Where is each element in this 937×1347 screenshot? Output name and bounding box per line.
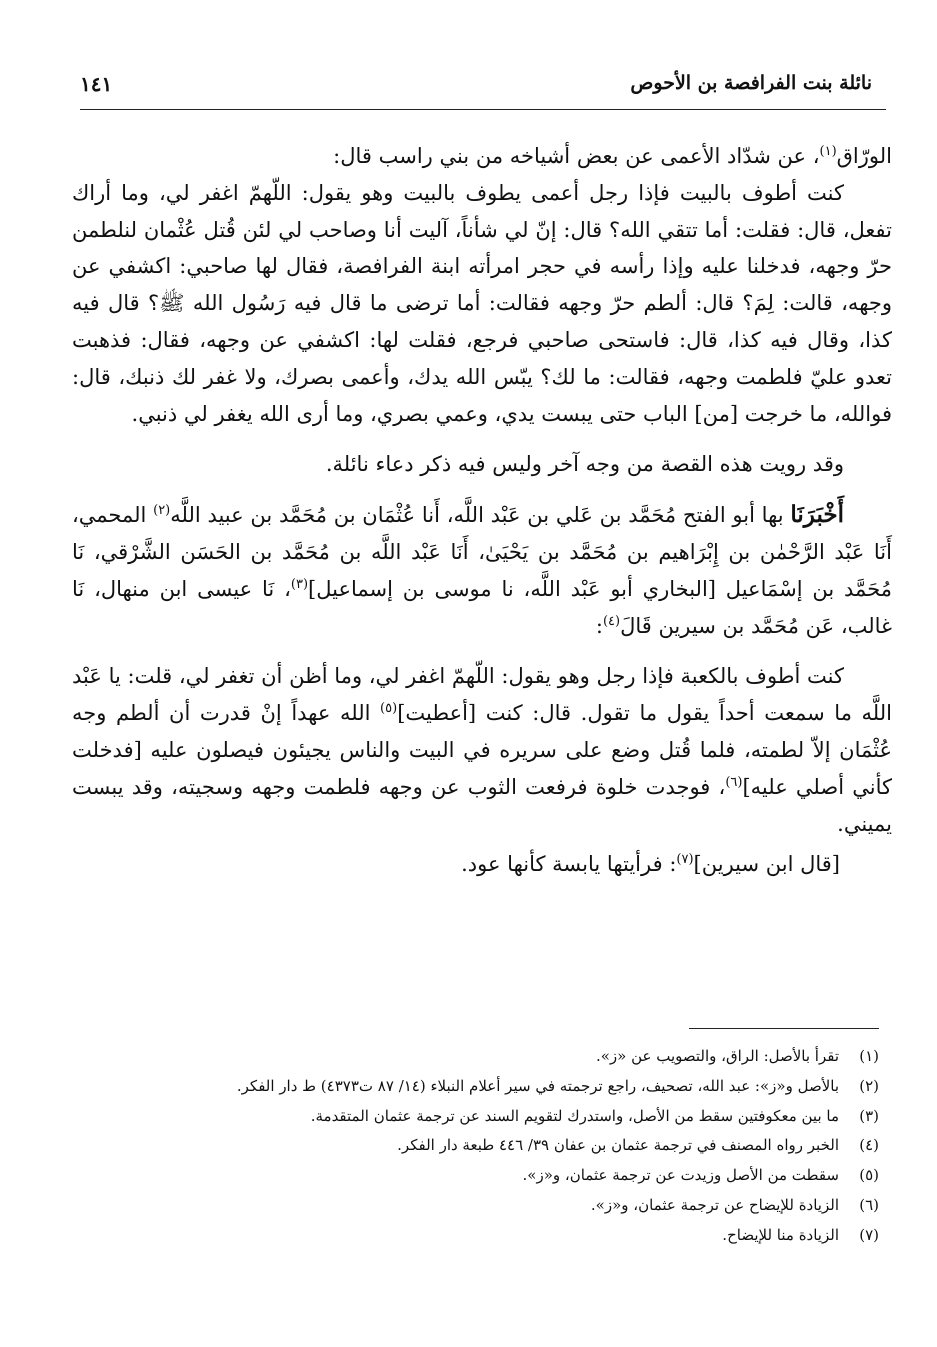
p4-text-b: المحمي، أَنَا عَبْد الرَّحْمٰن بن إِبْرَاهيم بن مُحَمَّد بن يَحْيَىٰ، أَنَا عَبْد اللَّه بن مُحَمَّد بن الحَسَن الشَّرْقي، نَا مُحَمَّد بن إسْمَاعيل [البخاري أبو عَبْد اللَّه، نا موسى بن إسماعيل] — [72, 503, 893, 601]
header-divider — [80, 109, 886, 110]
footnote-text: الخبر رواه المصنف في ترجمة عثمان بن عفان ٣٩/ ٤٤٦ طبعة دار الفكر. — [397, 1136, 839, 1155]
footnote-item — [89, 1161, 879, 1191]
footnote-text: تقرأ بالأصل: الراق، والتصويب عن «ز». — [595, 1047, 839, 1065]
running-title: نائلة بنت الفرافصة بن الأحوص — [630, 72, 872, 94]
page-number: ١٤١ — [80, 72, 113, 96]
footnote-ref-2[interactable]: (٢) — [153, 503, 171, 519]
paragraph-6 — [72, 846, 892, 883]
p5-text-a: كنت أطوف بالكعبة فإذا رجل وهو يقول: اللّهمّ اغفر لي، وما أظن أن تغفر لي، قلت: يا عَبْد اللَّه ما سمعت أحداً يقول ما تقول. قال: كنت [أعطيت] — [72, 664, 892, 726]
footnote-number: (١) — [859, 1047, 879, 1065]
footnote-item — [89, 1072, 879, 1102]
footnote-item — [89, 1221, 879, 1251]
footnote-number: (٢) — [859, 1076, 879, 1095]
p1-text-a: الورّاق — [836, 144, 892, 168]
footnote-number: (٥) — [859, 1166, 879, 1185]
paragraph-1 — [72, 138, 892, 175]
footnote-ref-1[interactable]: (١) — [819, 144, 837, 159]
footnote-text: الزيادة للإيضاح عن ترجمة عثمان، و«ز». — [590, 1195, 839, 1214]
footnote-text: ما بين معكوفتين سقط من الأصل، واستدرك لتقويم السند عن ترجمة عثمان المتقدمة. — [310, 1106, 839, 1125]
p1-text-b: ، عن شدّاد الأعمى عن بعض أشياخه من بني راسب قال: — [333, 144, 820, 168]
page-header — [80, 68, 880, 108]
paragraph-5 — [72, 658, 892, 842]
p6-text-b: : فرأيتها يابسة كأنها عود. — [461, 852, 677, 877]
footnote-item — [89, 1131, 879, 1161]
akhbarana-lead: أَخْبَرَنَا — [790, 501, 845, 529]
p4-text-c: ، نَا عيسى ابن منهال، نَا غالب، عَن مُحَمَّد بن سيرين قَالَ — [72, 576, 892, 638]
footnote-ref-6[interactable]: (٦) — [725, 774, 743, 790]
footnote-text: سقطت من الأصل وزيدت عن ترجمة عثمان، و«ز». — [522, 1166, 839, 1185]
paragraph-3: وقد رويت هذه القصة من وجه آخر وليس فيه ذكر دعاء نائلة. — [325, 452, 844, 477]
footnote-item — [89, 1102, 879, 1132]
footnote-ref-3[interactable]: (٣) — [290, 576, 309, 592]
footnote-item — [89, 1042, 879, 1072]
p4-text-a: بها أبو الفتح مُحَمَّد بن عَلي بن عَبْد اللَّه، أَنا عُثْمَان بن مُحَمَّد بن عبيد اللَّه — [170, 503, 791, 528]
footnote-text: بالأصل و«ز»: عبد الله، تصحيف، راجع ترجمته في سير أعلام النبلاء (١٤/ ٨٧ ت٤٣٧٣) ط دار الفكر. — [236, 1076, 839, 1095]
p5-text-b: الله عهداً إنْ قدرت أن ألطم وجه عُثْمَان إلاّ لطمته، فلما قُتل وضع على سريره في البيت والناس يجيئون فيصلون عليه [فدخلت كأني أصلي عليه] — [72, 701, 892, 799]
main-text — [72, 138, 892, 883]
p5-text-c: ، فوجدت خلوة فرفعت الثوب عن وجهه فلطمت وجهه وسجيته، وقد يبست يميني. — [72, 774, 892, 836]
footnote-number: (٧) — [859, 1225, 879, 1244]
footnote-text: الزيادة منا للإيضاح. — [722, 1225, 839, 1244]
paragraph-4 — [72, 497, 892, 644]
footnote-ref-7[interactable]: (٧) — [676, 852, 694, 868]
footnote-number: (٦) — [859, 1195, 879, 1214]
footnote-item — [89, 1191, 879, 1221]
p4-text-d: : — [595, 613, 603, 638]
footnotes — [89, 1042, 879, 1251]
footnote-number: (٤) — [859, 1136, 879, 1155]
footnote-divider — [689, 1028, 879, 1029]
footnote-number: (٣) — [859, 1106, 879, 1125]
footnote-ref-5[interactable]: (٥) — [380, 701, 398, 717]
p6-text-a: [قال ابن سيرين] — [693, 852, 840, 877]
paragraph-2: كنت أطوف بالبيت فإذا رجل أعمى يطوف بالبيت وهو يقول: اللّهمّ اغفر لي، وما أراك تفعل، قال: فقلت: أما تتقي الله؟ قال: إنّ لي شأناً، آليت أنا وصاحب لي لئن قُتل عُثْمان لنلطمن حرّ وجهه، فدخلنا عليه وإذا رأسه في حجر امرأته ابنة الفرافصة، فقال لها صاحبي: اكشفي عن وجهه، قالت: لِمَ؟ قال: ألطم حرّ وجهه فقالت: أما ترضى ما قال فيه رَسُول الله ﷺ؟ قال فيه كذا، وقال فيه كذا، قال: فاستحى صاحبي فرجع، فقلت لها: اكشفي عن وجهه، فقال: فذهبت تعدو عليّ فلطمت وجهه، فقالت: ما لك؟ يبّس الله يدك، وأعمى بصرك، ولا غفر لك ذنبك، قال: فوالله، ما خرجت [من] الباب حتى يبست يدي، وعمي بصري، وما أرى الله يغفر لي ذنبي. — [72, 180, 892, 426]
footnote-ref-4[interactable]: (٤) — [602, 613, 621, 629]
